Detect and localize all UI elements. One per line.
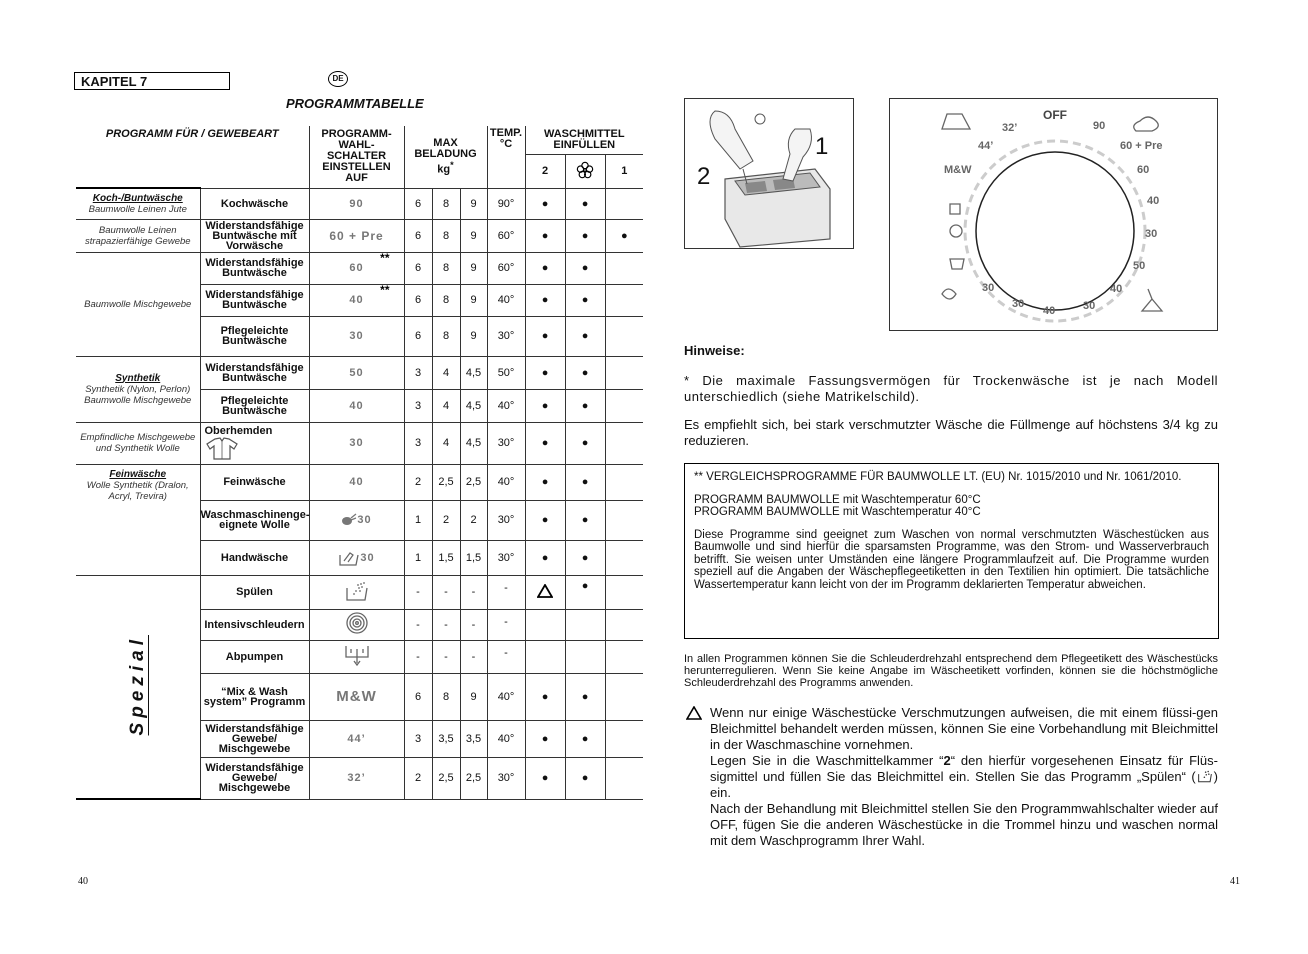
group-feinwaesche: Feinwäsche Wolle Synthetik (Dralon, Acryl, Trevira) <box>76 464 200 575</box>
dose-softener <box>565 640 605 673</box>
dose-softener: ● <box>565 316 605 356</box>
load-a: 3 <box>404 356 432 389</box>
load-b: - <box>432 575 460 609</box>
group-synthetik: Synthetik Synthetik (Nylon, Perlon) Baumwolle Mischgewebe <box>76 356 200 422</box>
dose-2 <box>525 575 565 609</box>
dose-softener: ● <box>565 252 605 284</box>
temp: 40° <box>487 284 525 316</box>
dial-setting <box>309 575 404 609</box>
knob-label: 30 <box>982 282 995 294</box>
dose-softener <box>565 609 605 640</box>
page-number-right: 41 <box>1230 876 1240 887</box>
load-a: 6 <box>404 219 432 252</box>
load-b: 1,5 <box>432 540 460 575</box>
load-b: 8 <box>432 316 460 356</box>
load-a: 1 <box>404 500 432 540</box>
dose-softener: ● <box>565 673 605 720</box>
load-b: 4 <box>432 422 460 464</box>
wool-icon <box>341 513 357 527</box>
load-b: 3,5 <box>432 720 460 757</box>
dial-setting: 40 <box>309 464 404 500</box>
dose-1 <box>605 422 643 464</box>
program-name: Feinwäsche <box>200 464 309 500</box>
temp: 50° <box>487 356 525 389</box>
comparison-programs-box <box>684 463 1219 639</box>
program-table <box>76 126 643 800</box>
dose-softener: ● <box>565 464 605 500</box>
note-heavy-soil: Es empfiehlt sich, bei stark verschmutzter Wäsche die Füllmenge auf höchstens 3/4 kg zu reduzieren. <box>684 417 1218 448</box>
knob-label: 40 <box>1110 283 1123 295</box>
dial-setting: 30 <box>309 316 404 356</box>
dose-softener: ● <box>565 219 605 252</box>
load-b: 8 <box>432 284 460 316</box>
dose-2: ● <box>525 464 565 500</box>
note-spin-speed: In allen Programmen können Sie die Schleuderdrehzahl entsprechend dem Pflegeetikett des Wäschestücks herunterregulieren. Wenn Sie keine Angabe im Wäscheetikett vorfinden, können sie die höchstmögliche Schleuderdrehzahl des Programms anwenden. <box>684 653 1218 689</box>
load-b: 4 <box>432 356 460 389</box>
program-name: Widerstandsfähige Buntwäsche <box>200 252 309 284</box>
load-a: 2 <box>404 464 432 500</box>
header-programm: PROGRAMM FÜR / GEWEBEART <box>76 126 309 188</box>
knob-label: 44’ <box>978 140 994 152</box>
drawer-label-2: 2 <box>697 163 711 190</box>
chapter-label: KAPITEL 7 <box>74 72 230 90</box>
load-a: - <box>404 575 432 609</box>
program-name: Widerstandsfähige Buntwäsche <box>200 356 309 389</box>
dose-softener: ● <box>565 757 605 799</box>
load-c: 9 <box>460 284 487 316</box>
header-compartment-1: 1 <box>605 154 643 188</box>
dose-1: ● <box>605 219 643 252</box>
dose-2: ● <box>525 757 565 799</box>
load-a: - <box>404 640 432 673</box>
dose-1 <box>605 673 643 720</box>
knob-label: 40 <box>1043 305 1056 317</box>
language-badge: DE <box>328 71 348 87</box>
dose-1 <box>605 389 643 422</box>
dial-setting: 32’ <box>309 757 404 799</box>
program-name: Pflegeleichte Buntwäsche <box>200 389 309 422</box>
bleach-para-2: Legen Sie in die Waschmittelkammer “2“ den hierfür vorgesehenen Einsatz für Flüs-sigmittel und füllen Sie das Bleichmittel ein. Stellen Sie das Programm „Spülen“ ( ) ein. <box>710 753 1218 800</box>
knob-label: 50 <box>1133 260 1146 272</box>
load-c: 9 <box>460 673 487 720</box>
load-c: 4,5 <box>460 422 487 464</box>
program-name: Intensivschleudern <box>200 609 309 640</box>
dial-setting <box>309 609 404 640</box>
program-name: Oberhemden <box>200 422 309 464</box>
detergent-drawer-illustration <box>684 98 854 249</box>
drain-icon <box>343 643 371 667</box>
load-c: 3,5 <box>460 720 487 757</box>
dial-setting <box>309 640 404 673</box>
dial-setting: 40 <box>309 389 404 422</box>
dose-softener: ● <box>565 720 605 757</box>
dial-setting: 44’ <box>309 720 404 757</box>
load-c: - <box>460 609 487 640</box>
dose-1 <box>605 720 643 757</box>
box-heading: ** VERGLEICHSPROGRAMME FÜR BAUMWOLLE LT. (EU) Nr. 1015/2010 und Nr. 1061/2010. <box>694 471 1182 483</box>
load-b: 8 <box>432 219 460 252</box>
load-b: 4 <box>432 389 460 422</box>
group-spezial: Spezial <box>76 575 200 799</box>
dose-1 <box>605 316 643 356</box>
load-a: 3 <box>404 720 432 757</box>
temp: 90° <box>487 188 525 219</box>
header-compartment-softener <box>565 154 605 188</box>
load-c: 4,5 <box>460 389 487 422</box>
load-a: 6 <box>404 188 432 219</box>
program-name: Widerstandsfähige Gewebe/ Mischgewebe <box>200 757 309 799</box>
program-name: “Mix & Wash system” Programm <box>200 673 309 720</box>
dose-2: ● <box>525 316 565 356</box>
dose-softener: ● <box>565 540 605 575</box>
dose-1 <box>605 609 643 640</box>
load-a: - <box>404 609 432 640</box>
dose-softener: ● <box>565 284 605 316</box>
dose-1 <box>605 757 643 799</box>
temp: 40° <box>487 673 525 720</box>
group-synthetik-sub2: Empfindliche Mischgewebe und Synthetik Wolle <box>76 422 200 464</box>
warning-triangle-icon <box>686 706 702 725</box>
load-c: 2,5 <box>460 464 487 500</box>
knob-label: M&W <box>944 164 972 176</box>
load-a: 6 <box>404 316 432 356</box>
dose-2: ● <box>525 356 565 389</box>
knob-label: 30 <box>1145 228 1158 240</box>
page-number-left: 40 <box>78 876 88 887</box>
temp: 30° <box>487 757 525 799</box>
load-a: 6 <box>404 673 432 720</box>
dial-setting: 30 <box>309 500 404 540</box>
dial-setting: 40 ** <box>309 284 404 316</box>
load-a: 3 <box>404 422 432 464</box>
load-b: 2,5 <box>432 464 460 500</box>
load-c: 9 <box>460 252 487 284</box>
dose-2 <box>525 609 565 640</box>
load-b: - <box>432 640 460 673</box>
temp: 40° <box>487 389 525 422</box>
flower-icon <box>576 161 594 179</box>
program-name: Widerstandsfähige Gewebe/ Mischgewebe <box>200 720 309 757</box>
rinse-inline-icon <box>1196 769 1214 783</box>
load-c: 2 <box>460 500 487 540</box>
program-name: Widerstandsfähige Buntwäsche <box>200 284 309 316</box>
dose-1 <box>605 500 643 540</box>
group-koch: Koch-/Buntwäsche Baumwolle Leinen Jute <box>76 188 200 219</box>
temp: - <box>487 640 525 673</box>
header-schalter: PROGRAMM- WAHL- SCHALTER EINSTELLEN AUF <box>309 126 404 188</box>
dose-1 <box>605 640 643 673</box>
knob-label: 30 <box>1012 298 1025 310</box>
dose-2: ● <box>525 219 565 252</box>
dose-1 <box>605 252 643 284</box>
dial-setting: 50 <box>309 356 404 389</box>
dose-2: ● <box>525 284 565 316</box>
handwash-icon <box>338 549 360 567</box>
dose-1 <box>605 284 643 316</box>
program-name: Widerstandsfähige Buntwäsche mit Vorwäsche <box>200 219 309 252</box>
dose-softener: ● <box>565 500 605 540</box>
load-c: - <box>460 575 487 609</box>
dose-softener: ● <box>565 389 605 422</box>
dose-1 <box>605 464 643 500</box>
dose-2: ● <box>525 422 565 464</box>
program-name: Pflegeleichte Buntwäsche <box>200 316 309 356</box>
dose-1 <box>605 540 643 575</box>
knob-label: 40 <box>1147 195 1160 207</box>
page-title: PROGRAMMTABELLE <box>286 96 424 111</box>
load-c: - <box>460 640 487 673</box>
knob-label: 60 <box>1137 164 1150 176</box>
load-b: - <box>432 609 460 640</box>
dose-softener: ● <box>565 575 605 609</box>
load-b: 2,5 <box>432 757 460 799</box>
spin-icon <box>345 611 369 635</box>
load-b: 2 <box>432 500 460 540</box>
load-c: 4,5 <box>460 356 487 389</box>
temp: - <box>487 575 525 609</box>
dose-2: ● <box>525 500 565 540</box>
header-waschmittel: WASCHMITTEL EINFÜLLEN <box>525 126 643 154</box>
dose-1 <box>605 188 643 219</box>
load-a: 2 <box>404 757 432 799</box>
bleach-instructions <box>710 705 1218 849</box>
temp: 60° <box>487 252 525 284</box>
dose-2: ● <box>525 188 565 219</box>
load-c: 9 <box>460 188 487 219</box>
knob-label: 60 + Pre <box>1120 140 1163 152</box>
temp: 60° <box>487 219 525 252</box>
load-a: 1 <box>404 540 432 575</box>
dial-setting: 60 + Pre <box>309 219 404 252</box>
program-name: Spülen <box>200 575 309 609</box>
temp: 40° <box>487 464 525 500</box>
dose-softener: ● <box>565 356 605 389</box>
dose-2: ● <box>525 720 565 757</box>
program-name: Handwäsche <box>200 540 309 575</box>
note-dry-capacity: * Die maximale Fassungsvermögen für Trockenwäsche ist je nach Modell unterschiedlich (siehe Matrikelschild). <box>684 373 1218 404</box>
box-description: Diese Programme sind geeignet zum Waschen von normal verschmutzten Wäschestücken aus Baumwolle und sind hierfür die sparsamsten Programme, was den Strom- und Wasserverbrauch betrifft. Sie weisen unter Umständen eine längere Programmlaufzeit auf. Die Programme wurden speziell auf die Angaben der Wäschepflegeetiketten in den Textilien hin optimiert. Die tatsächliche Wassertemperatur kann leicht von der im Programm deklarierten Temperatur abweichen. <box>694 528 1209 591</box>
temp: 40° <box>487 720 525 757</box>
bleach-para-3: Nach der Behandlung mit Bleichmittel stellen Sie den Programmwahlschalter wieder auf OFF, fügen Sie die anderen Wäschestücke in die Trommel hinzu und waschen normal mit dem Waschprogramm Ihrer Wahl. <box>710 801 1218 848</box>
temp: 30° <box>487 500 525 540</box>
dose-2: ● <box>525 673 565 720</box>
header-compartment-2: 2 <box>525 154 565 188</box>
dose-2 <box>525 640 565 673</box>
load-c: 2,5 <box>460 757 487 799</box>
dial-setting: 60 ** <box>309 252 404 284</box>
knob-drawing <box>890 99 1217 330</box>
group-koch-sub3: Baumwolle Mischgewebe <box>76 252 200 356</box>
rinse-icon <box>344 580 370 602</box>
shirt-icon <box>205 436 239 460</box>
load-b: 8 <box>432 188 460 219</box>
load-c: 1,5 <box>460 540 487 575</box>
program-name: Kochwäsche <box>200 188 309 219</box>
bleach-triangle-icon <box>537 584 553 598</box>
load-c: 9 <box>460 316 487 356</box>
knob-label: 90 <box>1093 120 1106 132</box>
program-knob-illustration <box>889 98 1218 331</box>
dose-1 <box>605 356 643 389</box>
dial-setting: 30 <box>309 422 404 464</box>
dial-setting: 30 <box>309 540 404 575</box>
knob-label: 30 <box>1083 300 1096 312</box>
group-koch-sub2: Baumwolle Leinen strapazierfähige Gewebe <box>76 219 200 252</box>
drawer-label-1: 1 <box>815 133 829 160</box>
program-name: Abpumpen <box>200 640 309 673</box>
bleach-para-1: Wenn nur einige Wäschestücke Verschmutzungen aufweisen, die mit einem flüssi-gen Bleichmittel behandelt werden müssen, können Sie eine Vorbehandlung mit Bleichmittel in der Waschmaschine vornehmen. <box>710 705 1218 752</box>
dose-softener: ● <box>565 422 605 464</box>
knob-label: 32’ <box>1002 122 1018 134</box>
header-temp: TEMP. °C <box>487 126 525 188</box>
dose-softener: ● <box>565 188 605 219</box>
header-beladung: MAX BELADUNG kg* <box>404 126 487 188</box>
temp: 30° <box>487 316 525 356</box>
dose-1 <box>605 575 643 609</box>
load-b: 8 <box>432 252 460 284</box>
dial-setting: M&W <box>309 673 404 720</box>
dose-2: ● <box>525 252 565 284</box>
program-name: Waschmaschinenge-eignete Wolle <box>200 500 309 540</box>
temp: - <box>487 609 525 640</box>
dial-setting: 90 <box>309 188 404 219</box>
load-a: 3 <box>404 389 432 422</box>
temp: 30° <box>487 540 525 575</box>
knob-off-label: OFF <box>1043 108 1067 122</box>
load-a: 6 <box>404 284 432 316</box>
load-b: 8 <box>432 673 460 720</box>
notes-title: Hinweise: <box>684 343 745 358</box>
box-programs: PROGRAMM BAUMWOLLE mit Waschtemperatur 60°C PROGRAMM BAUMWOLLE mit Waschtemperatur 40°C <box>694 493 981 518</box>
load-a: 6 <box>404 252 432 284</box>
load-c: 9 <box>460 219 487 252</box>
temp: 30° <box>487 422 525 464</box>
dose-2: ● <box>525 540 565 575</box>
dose-2: ● <box>525 389 565 422</box>
